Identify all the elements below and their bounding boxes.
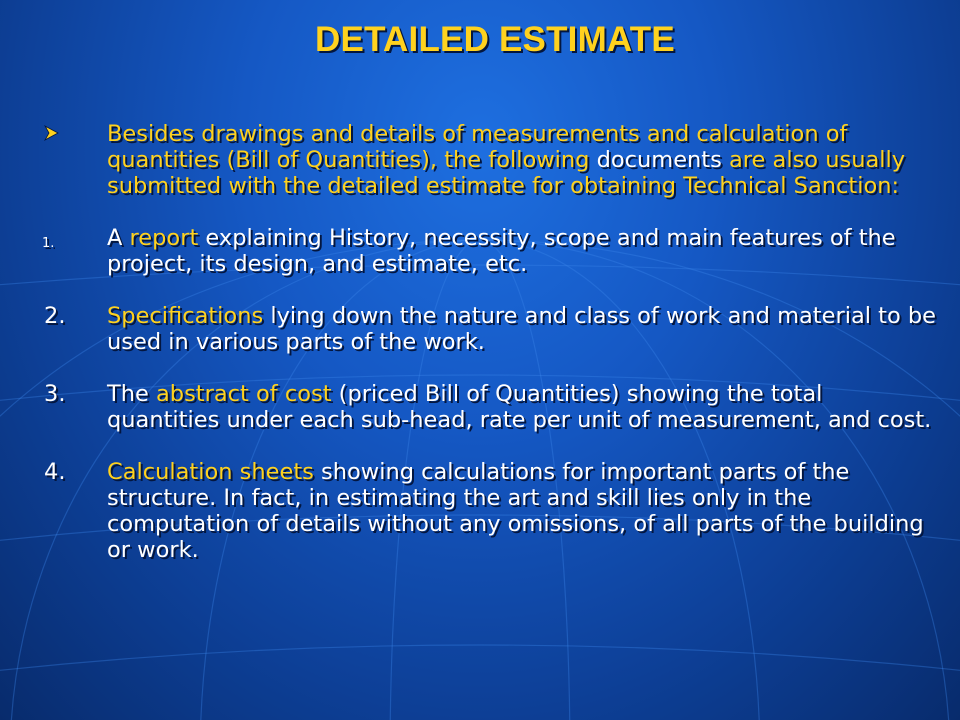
- arrow-bullet-icon: [44, 121, 60, 147]
- item-highlight: abstract of cost: [156, 381, 332, 407]
- item-number: 2.: [44, 303, 66, 329]
- intro-text-a: Besides drawings and details of measurements and calculation of quantities (Bill of Quantities), the following: [107, 121, 848, 173]
- list-item-4: [40, 459, 940, 563]
- list-item-3: [40, 381, 940, 433]
- item-highlight: Calculation sheets: [107, 459, 314, 485]
- item-highlight: report: [129, 225, 199, 251]
- item-post: showing calculations for important parts of the structure. In fact, in estimating the art and skill lies only in the computation of details without any omissions, of all parts of the building or work.: [107, 459, 924, 563]
- item-highlight: Specifications: [107, 303, 264, 329]
- item-number: 1.: [42, 236, 55, 251]
- item-number: 4.: [44, 459, 66, 485]
- intro-bullet: [40, 121, 940, 199]
- item-post: (priced Bill of Quantities) showing the total quantities under each sub-head, rate per unit of measurement, and cost.: [107, 381, 932, 433]
- list-item-2: [40, 303, 940, 355]
- slide-title: DETAILED ESTIMATE: [315, 20, 675, 59]
- list-item-1: [40, 225, 940, 277]
- item-pre: A: [107, 225, 130, 251]
- item-post: explaining History, necessity, scope and main features of the project, its design, and estimate, etc.: [107, 225, 896, 277]
- item-post: lying down the nature and class of work and material to be used in various parts of the work.: [107, 303, 937, 355]
- intro-text-documents: documents: [596, 147, 722, 173]
- slide-body: [40, 121, 940, 589]
- item-number: 3.: [44, 381, 66, 407]
- item-pre: The: [107, 381, 156, 407]
- intro-text-c: are also usually submitted with the detailed estimate for obtaining Technical Sanction:: [107, 147, 906, 199]
